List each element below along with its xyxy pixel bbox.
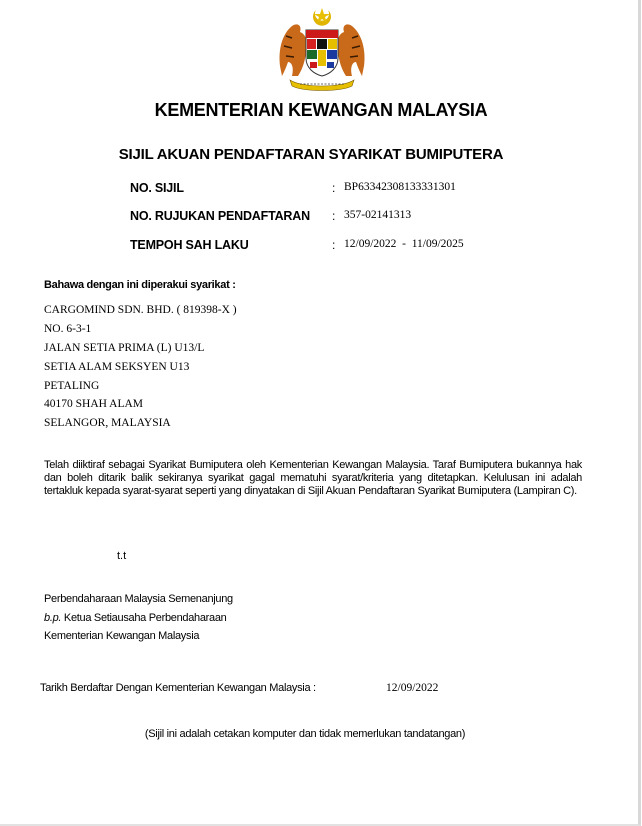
company-name: CARGOMIND SDN. BHD. ( 819398-X )	[44, 304, 237, 316]
recognition-paragraph: Telah diiktiraf sebagai Syarikat Bumiputera oleh Kementerian Kewangan Malaysia. Taraf Bumiputera bukannya hak dan boleh ditarik balik sekiranya syarikat gagal mematuhi syarat/kriteria yang ditetapkan. Kelulusan ini adalah tertakluk kepada syarat-syarat seperti yang dinyatakan di Sijil Akuan Pendaftaran Syarikat Bumiputera (Lampiran C).	[44, 459, 582, 497]
cert-no-colon: :	[332, 181, 336, 195]
signature-ministry: Kementerian Kewangan Malaysia	[44, 630, 200, 642]
bp-abbreviation: b.p.	[44, 612, 62, 624]
address-line: JALAN SETIA PRIMA (L) U13/L	[44, 342, 205, 354]
certificate-title: SIJIL AKUAN PENDAFTARAN SYARIKAT BUMIPUTERA	[118, 146, 504, 163]
validity-colon: :	[332, 238, 336, 252]
signature-organization: Perbendaharaan Malaysia Semenanjung	[44, 593, 233, 605]
registration-date-value: 12/09/2022	[386, 682, 439, 694]
address-line: SELANGOR, MALAYSIA	[44, 417, 171, 429]
cert-no-value: BP63342308133331301	[344, 181, 456, 193]
registration-date-label: Tarikh Berdaftar Dengan Kementerian Kewangan Malaysia :	[40, 682, 316, 694]
coat-of-arms-icon	[272, 6, 372, 92]
address-line: NO. 6-3-1	[44, 323, 92, 335]
reference-no-label: NO. RUJUKAN PENDAFTARAN	[130, 209, 310, 223]
address-line: SETIA ALAM SEKSYEN U13	[44, 361, 190, 373]
intro-text: Bahawa dengan ini diperakui syarikat :	[44, 279, 236, 291]
validity-label: TEMPOH SAH LAKU	[130, 238, 249, 252]
reference-no-value: 357-02141313	[344, 209, 412, 221]
cert-no-label: NO. SIJIL	[130, 181, 184, 195]
address-line: PETALING	[44, 380, 100, 392]
signature-tt: t.t	[117, 550, 127, 562]
ministry-heading: KEMENTERIAN KEWANGAN MALAYSIA	[154, 100, 488, 120]
address-line: 40170 SHAH ALAM	[44, 398, 144, 410]
computer-generated-note: (Sijil ini adalah cetakan komputer dan tidak memerlukan tandatangan)	[144, 728, 466, 740]
reference-no-colon: :	[332, 209, 336, 223]
validity-value: 12/09/2022 - 11/09/2025	[344, 238, 464, 250]
signature-position-line	[44, 612, 226, 624]
signature-position: Ketua Setiausaha Perbendaharaan	[63, 612, 227, 624]
